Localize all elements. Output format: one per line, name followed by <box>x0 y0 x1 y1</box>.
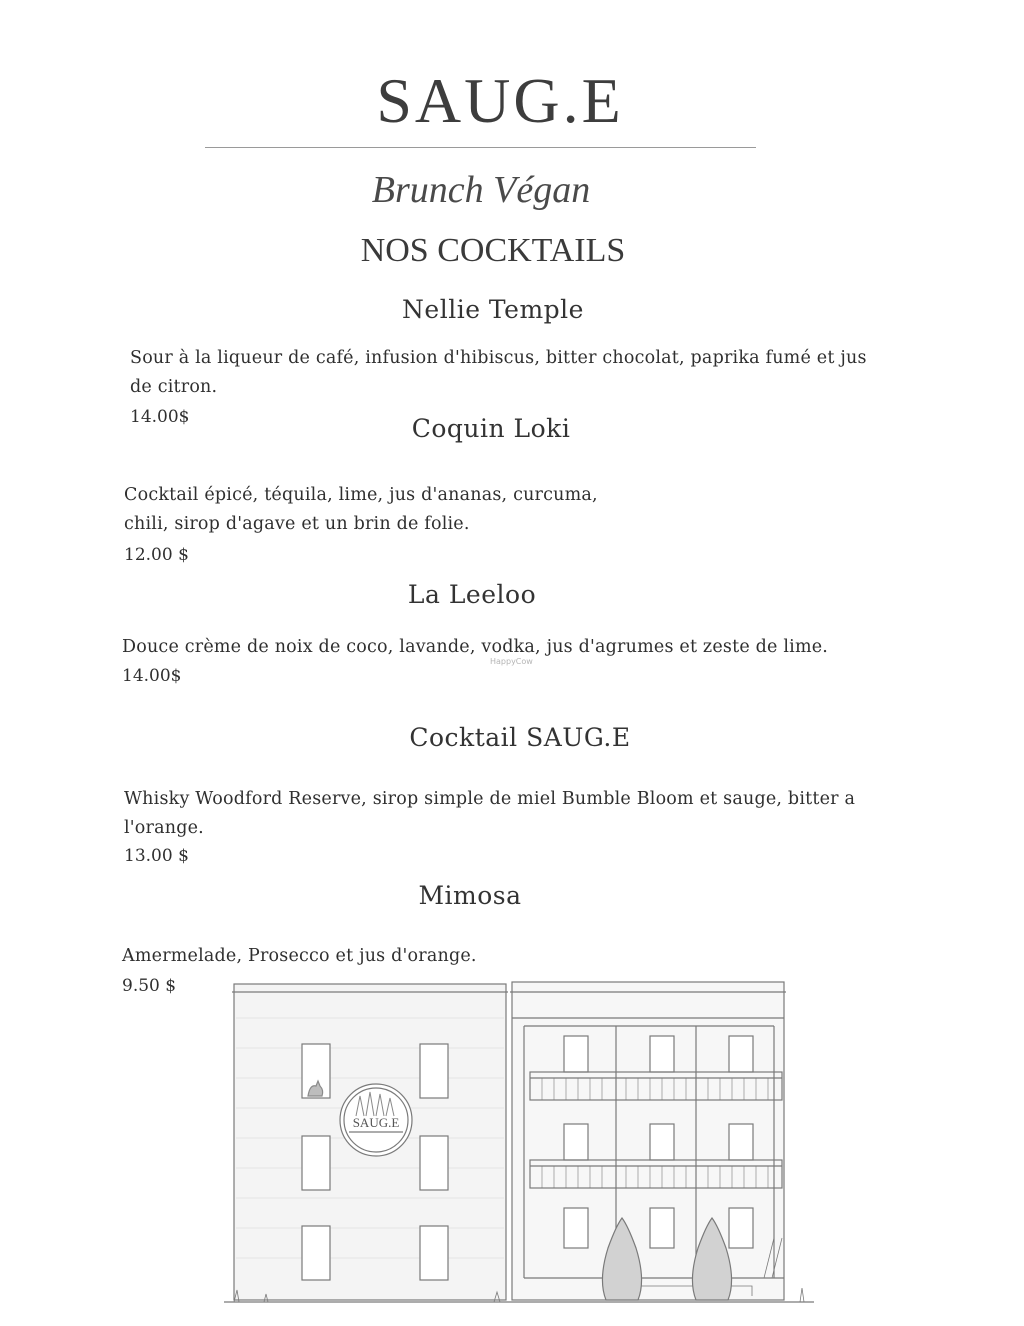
window <box>650 1124 674 1160</box>
section-title: NOS COCKTAILS <box>360 232 626 269</box>
item-description-line: Sour à la liqueur de café, infusion d'hibiscus, bitter chocolat, paprika fumé et jus <box>130 348 867 368</box>
sign-text: SAUG.E <box>352 1115 400 1130</box>
window <box>420 1226 448 1280</box>
window <box>729 1036 753 1072</box>
item-name: La Leeloo <box>407 580 537 609</box>
window <box>420 1044 448 1098</box>
window <box>729 1208 753 1248</box>
item-description-line: Douce crème de noix de coco, lavande, vodka, jus d'agrumes et zeste de lime. <box>122 637 829 657</box>
item-description-line: chili, sirop d'agave et un brin de folie. <box>124 514 470 534</box>
item-description-line: de citron. <box>130 377 218 397</box>
brand-title: SAUG.E <box>376 65 624 136</box>
item-price: 12.00 $ <box>124 545 189 565</box>
window <box>564 1124 588 1160</box>
tagline: Brunch Végan <box>371 169 591 211</box>
building-illustration <box>224 978 814 1320</box>
item-price: 13.00 $ <box>124 846 189 866</box>
window <box>564 1036 588 1072</box>
watermark: HappyCow <box>490 657 533 666</box>
window <box>564 1208 588 1248</box>
window <box>650 1036 674 1072</box>
item-price: 9.50 $ <box>122 976 177 996</box>
window <box>420 1136 448 1190</box>
header-divider <box>205 147 756 148</box>
item-name: Cocktail SAUG.E <box>409 723 631 752</box>
item-price: 14.00$ <box>130 407 190 427</box>
item-price: 14.00$ <box>122 666 182 686</box>
item-name: Mimosa <box>418 881 522 910</box>
window <box>650 1208 674 1248</box>
item-description-line: Amermelade, Prosecco et jus d'orange. <box>122 946 477 966</box>
item-name: Nellie Temple <box>402 295 584 324</box>
item-name: Coquin Loki <box>411 414 571 443</box>
item-description-line: l'orange. <box>124 818 204 838</box>
window <box>729 1124 753 1160</box>
item-description-line: Whisky Woodford Reserve, sirop simple de miel Bumble Bloom et sauge, bitter a <box>124 789 856 809</box>
item-description-line: Cocktail épicé, téquila, lime, jus d'ananas, curcuma, <box>124 485 598 505</box>
window <box>302 1136 330 1190</box>
window <box>302 1226 330 1280</box>
